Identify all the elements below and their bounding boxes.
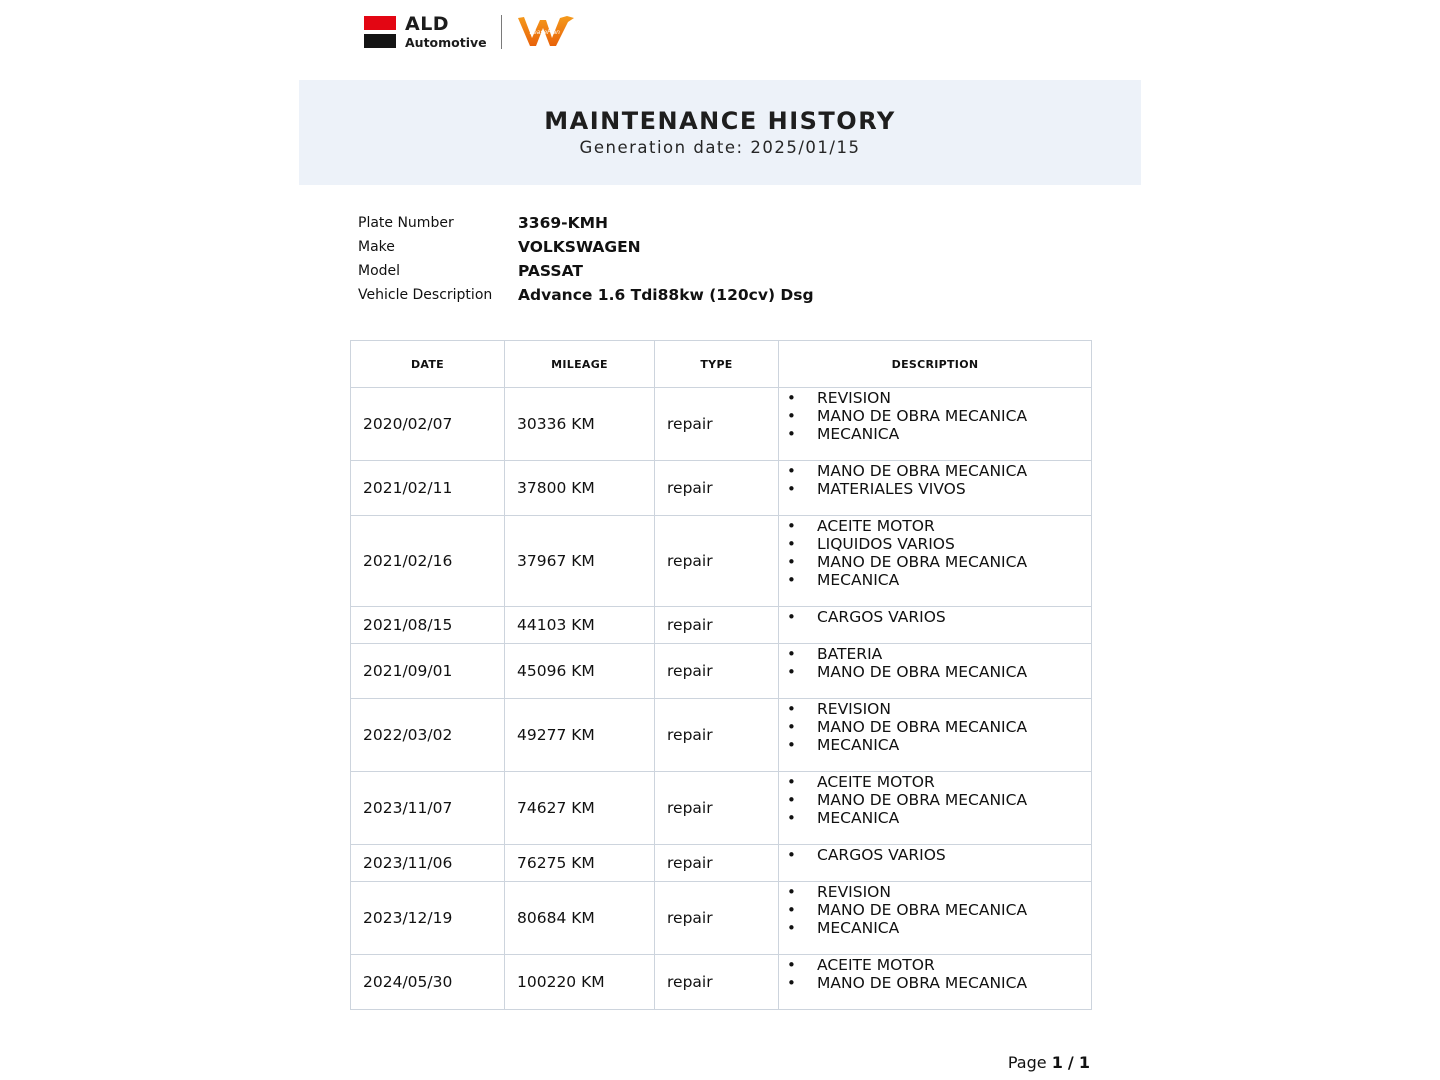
row-mileage: 37967 KM (505, 516, 655, 607)
description-item: • MECANICA (779, 919, 1091, 937)
column-header-description: DESCRIPTION (779, 341, 1092, 388)
page-label: Page (1007, 1053, 1047, 1072)
description-item: • MECANICA (779, 736, 1091, 754)
document-header (299, 80, 1141, 185)
description-item: • BATERIA (779, 645, 1091, 663)
description-list (779, 461, 1091, 498)
description-item: • MATERIALES VIVOS (779, 480, 1091, 498)
row-date: 2022/03/02 (351, 699, 505, 772)
table-body (351, 388, 1092, 1010)
row-description (779, 388, 1092, 461)
maintenance-table (350, 340, 1092, 1010)
description-item: • REVISION (779, 700, 1091, 718)
leaseplan-logo-text: LeasePlan (529, 29, 560, 36)
description-list (779, 388, 1091, 443)
row-date: 2023/11/07 (351, 772, 505, 845)
description-item: • MANO DE OBRA MECANICA (779, 553, 1091, 571)
generation-date: Generation date: 2025/01/15 (579, 138, 861, 157)
row-type: repair (655, 955, 779, 1010)
description-item: • CARGOS VARIOS (779, 846, 1091, 864)
table-row (351, 516, 1092, 607)
page-separator: / (1067, 1053, 1074, 1072)
row-mileage: 30336 KM (505, 388, 655, 461)
table-row (351, 882, 1092, 955)
logo-divider (501, 15, 502, 49)
column-header-mileage: MILEAGE (505, 341, 655, 388)
row-date: 2021/02/16 (351, 516, 505, 607)
description-item: • REVISION (779, 389, 1091, 407)
row-mileage: 100220 KM (505, 955, 655, 1010)
description-item: • LIQUIDOS VARIOS (779, 535, 1091, 553)
model-label: Model (358, 263, 401, 279)
row-date: 2021/02/11 (351, 461, 505, 516)
row-mileage: 37800 KM (505, 461, 655, 516)
row-date: 2021/08/15 (351, 607, 505, 644)
description-list (779, 644, 1091, 681)
row-mileage: 49277 KM (505, 699, 655, 772)
table-row (351, 845, 1092, 882)
table-row (351, 388, 1092, 461)
page-title: MAINTENANCE HISTORY (544, 107, 896, 135)
table-row (351, 772, 1092, 845)
row-mileage: 44103 KM (505, 607, 655, 644)
description-item: • MANO DE OBRA MECANICA (779, 901, 1091, 919)
make-label: Make (358, 239, 395, 255)
row-mileage: 45096 KM (505, 644, 655, 699)
model-value: PASSAT (518, 262, 583, 280)
vehicle-description-label: Vehicle Description (358, 287, 493, 303)
row-date: 2023/12/19 (351, 882, 505, 955)
row-date: 2021/09/01 (351, 644, 505, 699)
leaseplan-logo-icon (516, 14, 576, 50)
page-number (1008, 1053, 1090, 1072)
row-type: repair (655, 388, 779, 461)
plate-label: Plate Number (358, 215, 454, 231)
description-item: • REVISION (779, 883, 1091, 901)
make-value: VOLKSWAGEN (518, 238, 641, 256)
table-row (351, 955, 1092, 1010)
row-description (779, 699, 1092, 772)
row-date: 2024/05/30 (351, 955, 505, 1010)
row-mileage: 74627 KM (505, 772, 655, 845)
row-date: 2023/11/06 (351, 845, 505, 882)
ald-logo-text (405, 12, 487, 50)
row-mileage: 80684 KM (505, 882, 655, 955)
row-type: repair (655, 882, 779, 955)
description-list (779, 845, 1091, 864)
table-row (351, 644, 1092, 699)
description-item: • MANO DE OBRA MECANICA (779, 974, 1091, 992)
row-description (779, 955, 1092, 1010)
model-row (358, 259, 1058, 283)
description-list (779, 699, 1091, 754)
description-item: • MANO DE OBRA MECANICA (779, 718, 1091, 736)
row-description (779, 644, 1092, 699)
description-list (779, 607, 1091, 626)
row-description (779, 461, 1092, 516)
row-description (779, 772, 1092, 845)
description-item: • MECANICA (779, 571, 1091, 589)
row-type: repair (655, 845, 779, 882)
ald-logo-icon (364, 16, 396, 48)
vehicle-description-row (358, 283, 1058, 307)
row-mileage: 76275 KM (505, 845, 655, 882)
row-description (779, 516, 1092, 607)
table-header-row (351, 341, 1092, 388)
description-item: • MANO DE OBRA MECANICA (779, 663, 1091, 681)
row-type: repair (655, 772, 779, 845)
column-header-date: DATE (351, 341, 505, 388)
row-type: repair (655, 461, 779, 516)
description-item: • MECANICA (779, 425, 1091, 443)
description-item: • MECANICA (779, 809, 1091, 827)
row-date: 2020/02/07 (351, 388, 505, 461)
make-row (358, 235, 1058, 259)
description-item: • CARGOS VARIOS (779, 608, 1091, 626)
vehicle-info (358, 211, 1058, 307)
header-logos (364, 14, 576, 50)
page-total: 1 (1078, 1053, 1090, 1072)
description-list (779, 772, 1091, 827)
table-row (351, 699, 1092, 772)
row-description (779, 607, 1092, 644)
row-type: repair (655, 516, 779, 607)
row-type: repair (655, 607, 779, 644)
description-item: • ACEITE MOTOR (779, 956, 1091, 974)
description-item: • ACEITE MOTOR (779, 517, 1091, 535)
vehicle-description-value: Advance 1.6 Tdi88kw (120cv) Dsg (518, 286, 814, 304)
plate-value: 3369-KMH (518, 214, 608, 232)
row-description (779, 845, 1092, 882)
table-row (351, 461, 1092, 516)
page-current: 1 (1051, 1053, 1063, 1072)
description-item: • MANO DE OBRA MECANICA (779, 407, 1091, 425)
row-type: repair (655, 644, 779, 699)
row-description (779, 882, 1092, 955)
row-type: repair (655, 699, 779, 772)
description-list (779, 882, 1091, 937)
description-list (779, 516, 1091, 589)
description-item: • ACEITE MOTOR (779, 773, 1091, 791)
table-row (351, 607, 1092, 644)
ald-logo-name: ALD (405, 12, 450, 35)
ald-logo-subtitle: Automotive (405, 34, 487, 50)
description-list (779, 955, 1091, 992)
description-item: • MANO DE OBRA MECANICA (779, 791, 1091, 809)
column-header-type: TYPE (655, 341, 779, 388)
description-item: • MANO DE OBRA MECANICA (779, 462, 1091, 480)
plate-row (358, 211, 1058, 235)
